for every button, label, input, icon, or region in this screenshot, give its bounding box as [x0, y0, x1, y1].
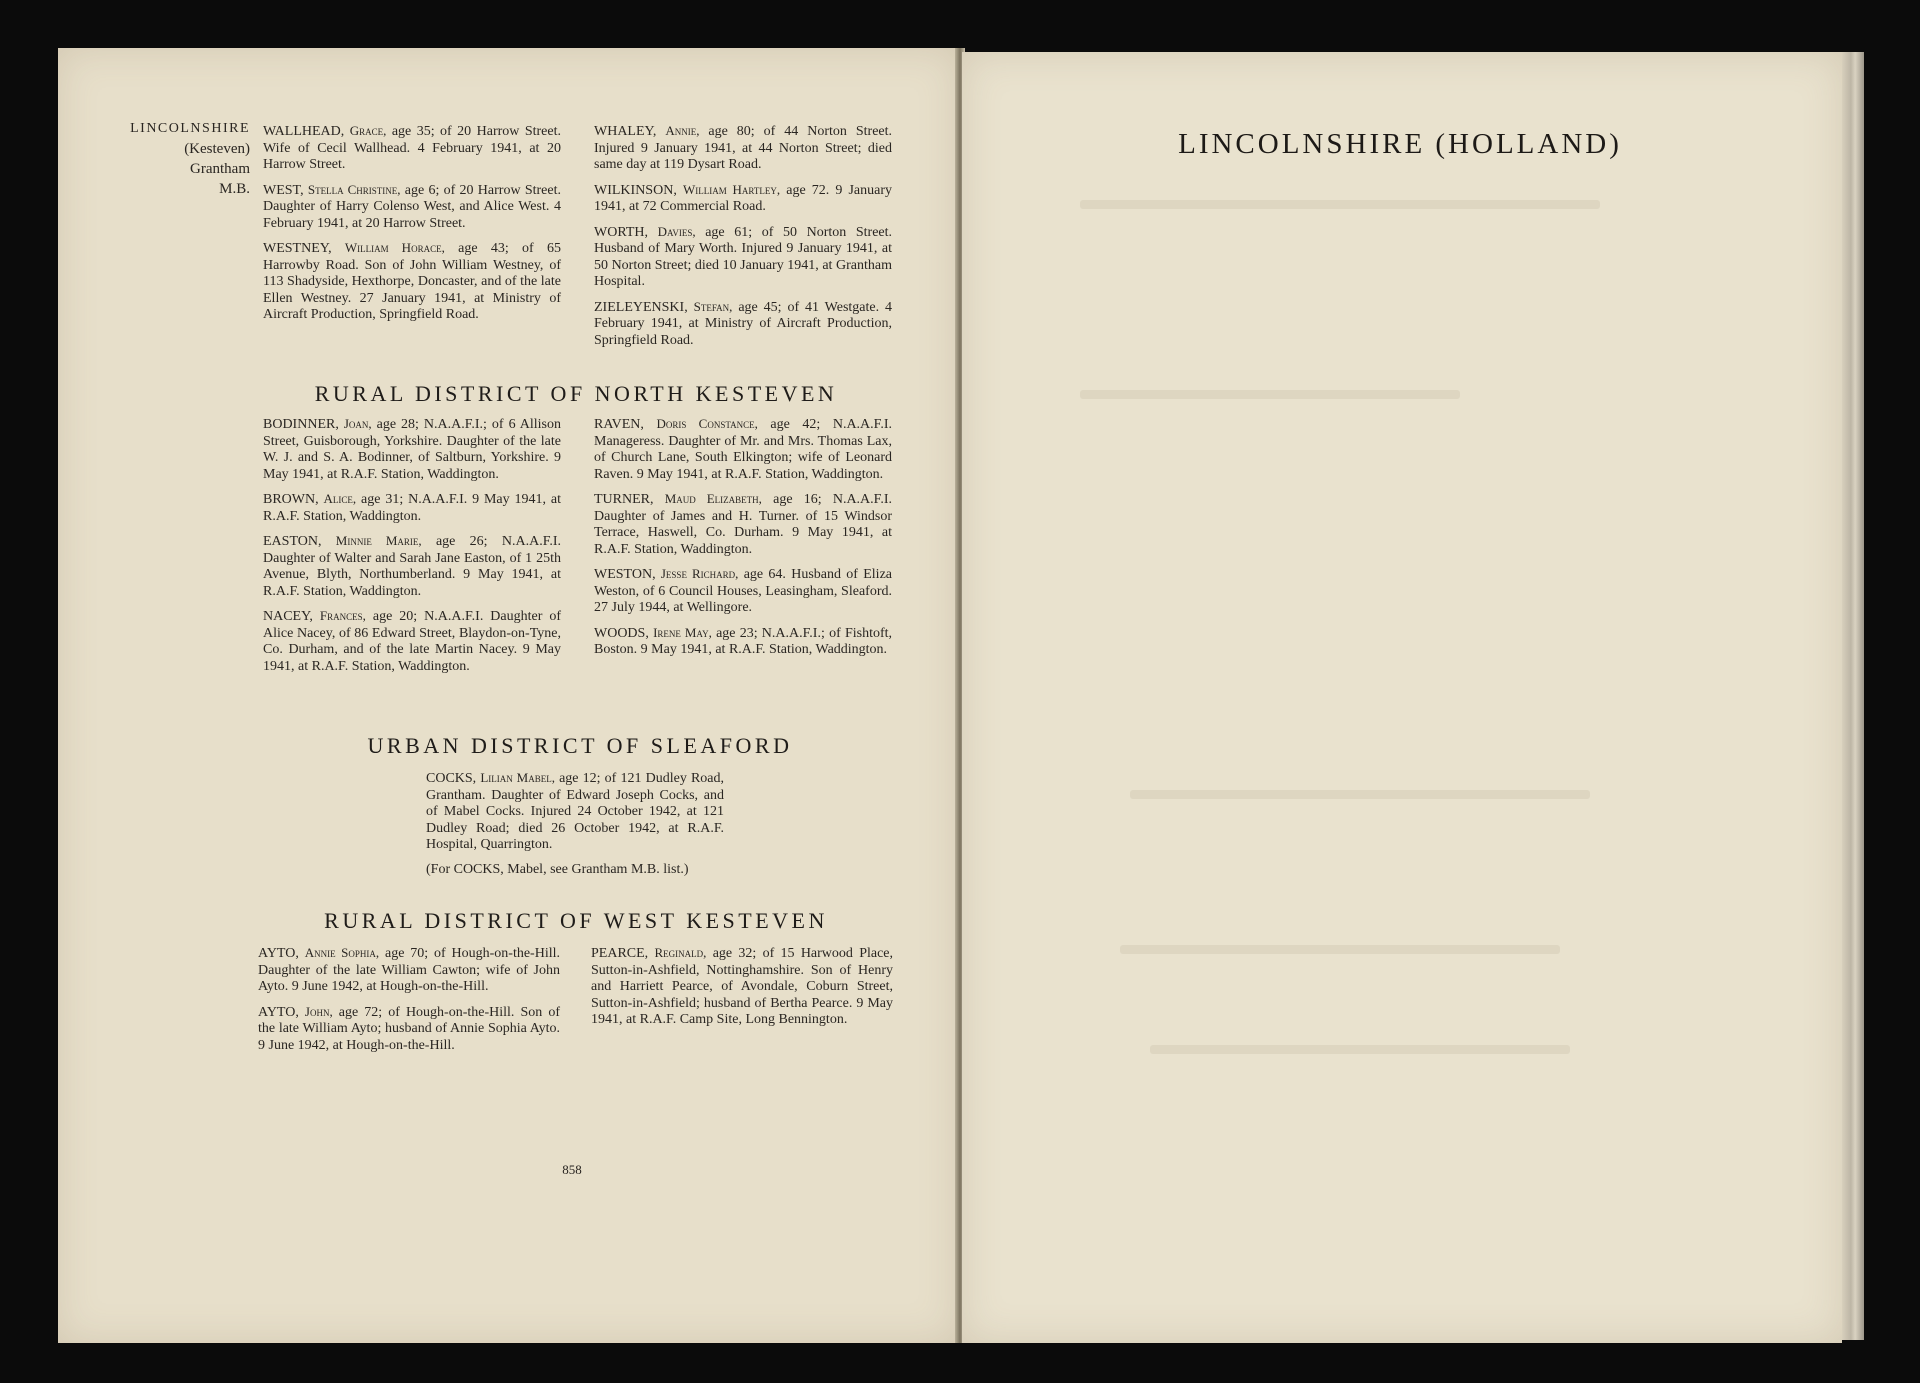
show-through-line — [1150, 1045, 1570, 1054]
entry-surname: BODINNER, — [263, 417, 339, 432]
entry-surname: WEST, — [263, 182, 304, 198]
entry-surname: BROWN, — [263, 492, 319, 507]
page-number: 858 — [562, 1162, 582, 1177]
entry-text: age 61; of 50 Norton Street. Husband of Mary Worth. Injured 9 January 1941, at 50 Norton Street; died 10 January 1941, at Grantham Hospital. — [594, 224, 893, 289]
entry-given-names: Minnie Marie, — [335, 533, 422, 548]
casualty-entry — [594, 566, 892, 617]
entry-text: age 12; of 121 Dudley Road, Grantham. Daughter of Edward Joseph Cocks, and of Mabel Cocks. Injured 24 October 1942, at 121 Dudley Road; died 26 October 1942, at R.A.F. Hospital, Quarrington. — [426, 771, 725, 852]
show-through-line — [1130, 790, 1590, 799]
casualty-entry — [594, 299, 892, 350]
entry-given-names: Jesse Richard, — [660, 566, 739, 581]
entry-surname: AYTO, — [258, 1004, 299, 1020]
entry-surname: NACEY, — [263, 609, 313, 624]
top-left-column — [263, 123, 561, 332]
entry-given-names: Doris Constance, — [656, 416, 758, 431]
entry-text: age 45; of 41 Westgate. 4 February 1941, at Ministry of Aircraft Production, Springfield Road. — [594, 299, 893, 348]
show-through-line — [1080, 390, 1460, 399]
entry-text: age 70; of Hough-on-the-Hill. Daughter of the late William Cawton; wife of John Ayto. 9 June 1942, at Hough-on-the-Hill. — [258, 946, 560, 994]
entry-text: age 20; N.A.A.F.I. Daughter of Alice Nacey, of 86 Edward Street, Blaydon-on-Tyne, Co. Durham, and of the late Martin Nacey. 9 May 1941, at R.A.F. Station, Waddington. — [263, 609, 562, 674]
casualty-entry — [263, 416, 561, 483]
entry-text: age 43; of 65 Harrowby Road. Son of John William Westney, of 113 Shadyside, Hexthorpe, Doncaster, and of the late Ellen Westney. 27 January 1941, at Ministry of Aircraft Production, Springfield Road. — [263, 241, 561, 322]
entry-surname: WORTH, — [594, 224, 648, 240]
casualty-entry — [594, 224, 892, 291]
district-borough: M.B. — [219, 181, 250, 197]
entry-given-names: Lilian Mabel, — [480, 770, 555, 785]
entry-surname: WILKINSON, — [594, 182, 677, 198]
north-kesteven-left-column — [263, 416, 561, 683]
casualty-entry — [594, 182, 892, 216]
entry-surname: RAVEN, — [594, 417, 644, 432]
top-right-column — [594, 123, 892, 357]
casualty-entry — [263, 240, 561, 324]
casualty-entry — [591, 945, 893, 1029]
sleaford-entry — [426, 770, 724, 878]
entry-surname: EASTON, — [263, 534, 322, 549]
casualty-entry — [258, 945, 560, 996]
entry-text: age 72; of Hough-on-the-Hill. Son of the late William Ayto; husband of Annie Sophia Ayto. 9 June 1942, at Hough-on-the-Hill. — [258, 1004, 560, 1053]
entry-surname: TURNER, — [594, 492, 654, 507]
note-place: Grantham — [571, 861, 628, 877]
entry-surname: ZIELEYENSKI, — [594, 299, 688, 315]
casualty-entry — [263, 182, 561, 233]
entry-text: age 35; of 20 Harrow Street. Wife of Cecil Wallhead. 4 February 1941, at 20 Harrow Street. — [263, 124, 561, 172]
entry-surname: AYTO, — [258, 946, 299, 961]
casualty-entry — [594, 625, 892, 659]
entry-text: age 23; N.A.A.F.I.; of Fishtoft, Boston. 9 May 1941, at R.A.F. Station, Waddington. — [594, 625, 893, 657]
west-kesteven-left-column — [258, 945, 560, 1062]
sleaford-note — [426, 862, 724, 879]
casualty-entry — [263, 608, 561, 675]
note-name: Mabel, — [507, 861, 547, 877]
casualty-entry — [263, 123, 561, 174]
note-suffix: M.B. list.) — [630, 861, 689, 877]
entry-given-names: William Horace, — [344, 240, 445, 255]
entry-given-names: Grace, — [349, 123, 387, 138]
right-page — [962, 52, 1842, 1343]
casualty-entry — [594, 491, 892, 558]
note-prefix: (For COCKS, — [426, 861, 504, 877]
right-page-title: LINCOLNSHIRE (HOLLAND) — [1178, 128, 1622, 160]
page-edges — [1842, 52, 1864, 1340]
west-kesteven-right-column — [591, 945, 893, 1037]
entry-surname: WESTNEY, — [263, 241, 332, 256]
district-subregion: (Kesteven) — [184, 141, 250, 157]
entry-given-names: Stefan, — [693, 298, 733, 314]
entry-given-names: Stella Christine, — [307, 181, 401, 197]
heading-north-kesteven: RURAL DISTRICT OF NORTH KESTEVEN — [314, 381, 838, 406]
entry-text: age 42; N.A.A.F.I. Manageress. Daughter of Mr. and Mrs. Thomas Lax, of Church Lane, South Elkington; wife of Leonard Raven. 9 May 1941, at R.A.F. Station, Waddington. — [594, 417, 892, 482]
entry-given-names: Alice, — [323, 491, 357, 506]
entry-surname: PEARCE, — [591, 946, 649, 961]
note-mid: see — [550, 861, 568, 877]
casualty-entry — [263, 491, 561, 525]
entry-text: age 16; N.A.A.F.I. Daughter of James and H. Turner. of 15 Windsor Terrace, Haswell, Co. Durham. 9 May 1941, at R.A.F. Station, Waddington. — [594, 492, 892, 557]
casualty-entry — [594, 123, 892, 174]
entry-surname: WESTON, — [594, 567, 656, 582]
entry-given-names: Annie, — [665, 123, 700, 138]
entry-text: age 32; of 15 Harwood Place, Sutton-in-Ashfield, Nottinghamshire. Son of Henry and Harriett Pearce, of Avondale, Coburn Street, Sutton-in-Ashfield; husband of Bertha Pearce. 9 May 1941, at R.A.F. Camp Site, Long Bennington. — [591, 946, 894, 1027]
entry-given-names: Annie Sophia, — [304, 945, 380, 960]
entry-given-names: Davies, — [657, 223, 696, 239]
entry-given-names: Reginald, — [654, 945, 707, 960]
entry-text: age 26; N.A.A.F.I. Daughter of Walter and Sarah Jane Easton, of 1 25th Avenue, Blyth, Northumberland. 9 May 1941, at R.A.F. Station, Waddington. — [263, 534, 562, 599]
entry-text: age 64. Husband of Eliza Weston, of 6 Council Houses, Leasingham, Sleaford. 27 July 1944, at Wellingore. — [594, 567, 892, 615]
entry-given-names: Joan, — [343, 416, 372, 431]
entry-text: age 31; N.A.A.F.I. 9 May 1941, at R.A.F. Station, Waddington. — [263, 492, 561, 524]
heading-west-kesteven: RURAL DISTRICT OF WEST KESTEVEN — [324, 908, 828, 933]
heading-sleaford: URBAN DISTRICT OF SLEAFORD — [367, 733, 793, 758]
casualty-entry — [594, 416, 892, 483]
show-through-line — [1080, 200, 1600, 209]
entry-given-names: Frances, — [319, 608, 366, 623]
casualty-entry — [258, 1004, 560, 1055]
entry-given-names: John, — [304, 1003, 333, 1019]
entry-given-names: Irene May, — [653, 624, 712, 640]
district-region: LINCOLNSHIRE — [130, 121, 250, 136]
show-through-line — [1120, 945, 1560, 954]
entry-surname: WALLHEAD, — [263, 124, 345, 139]
entry-surname: COCKS, — [426, 771, 477, 786]
entry-text: age 28; N.A.A.F.I.; of 6 Allison Street, Guisborough, Yorkshire. Daughter of the late W. J. and S. A. Bodinner, of Saltburn, Yorkshire. 9 May 1941, at R.A.F. Station, Waddington. — [263, 417, 562, 482]
district-label — [80, 119, 250, 199]
entry-given-names: Maud Elizabeth, — [664, 491, 762, 506]
entry-text: age 80; of 44 Norton Street. Injured 9 January 1941, at 44 Norton Street; died same day at 119 Dysart Road. — [594, 124, 893, 172]
entry-text: age 6; of 20 Harrow Street. Daughter of Harry Colenso West, and Alice West. 4 February 1941, at 20 Harrow Street. — [263, 182, 561, 231]
entry-surname: WOODS, — [594, 625, 649, 641]
north-kesteven-right-column — [594, 416, 892, 667]
entry-text: age 72. 9 January 1941, at 72 Commercial Road. — [594, 182, 893, 214]
casualty-entry — [263, 533, 561, 600]
entry-surname: WHALEY, — [594, 124, 657, 139]
district-locality: Grantham — [190, 161, 250, 177]
entry-given-names: William Hartley, — [682, 181, 781, 197]
